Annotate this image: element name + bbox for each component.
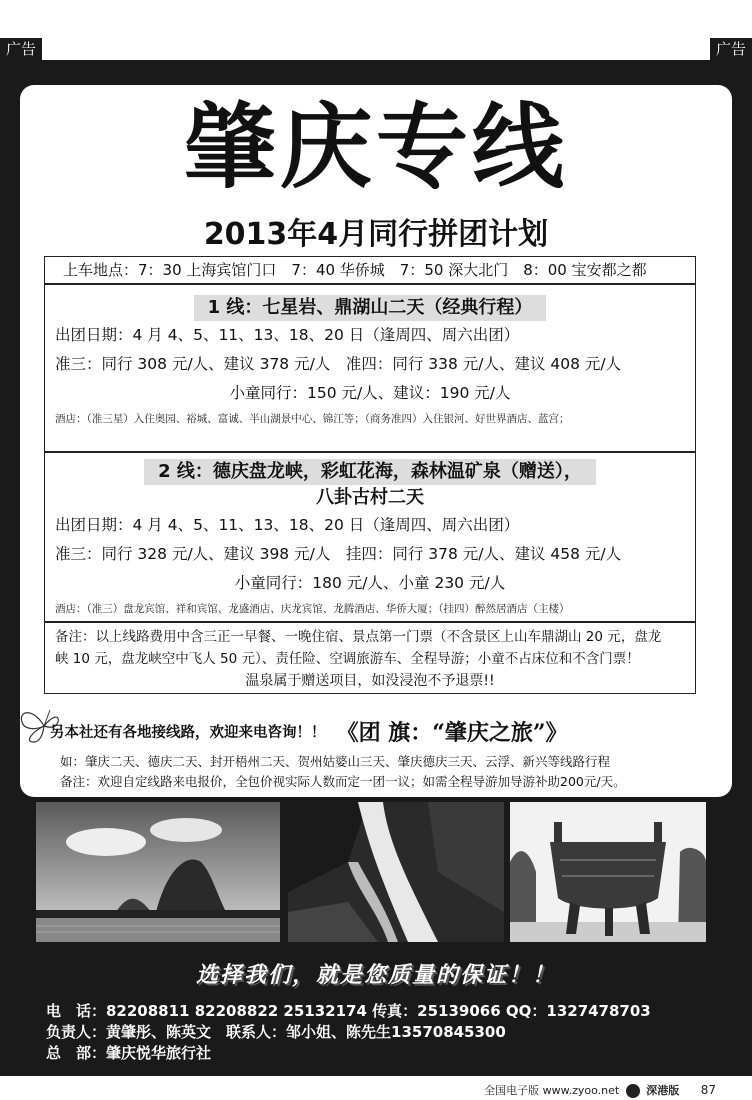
footer-brand: 深港版 — [646, 1084, 680, 1097]
ad-tag-left: 广告 — [0, 38, 42, 60]
route-1-box — [44, 284, 696, 452]
route-2-heading-cont: 八卦古村二天 — [316, 487, 424, 508]
photo-bronze-cauldron — [510, 802, 706, 942]
promo-line — [50, 716, 568, 747]
boarding-info: 上车地点：7：30 上海宾馆门口 7：40 华侨城 7：50 深大北门 8：00 宝安都之都 — [44, 256, 696, 284]
route-1-heading: 1 线：七星岩、鼎湖山二天（经典行程） — [194, 295, 547, 321]
route-2-child-price: 小童同行：180 元/人、小童 230 元/人 — [234, 574, 506, 592]
route-1-dates: 出团日期：4 月 4、5、11、13、18、20 日（逢周四、周六出团） — [55, 326, 520, 344]
contact-people: 负责人：黄肇彤、陈英文 联系人：邹小姐、陈先生13570845300 — [46, 1023, 506, 1041]
contact-phone: 电 话：82208811 82208822 25132174 传真：25139066 QQ：1327478703 — [46, 1002, 651, 1020]
photo-seven-star-crags — [36, 802, 280, 942]
route-2-heading: 2 线：德庆盘龙峡，彩虹花海，森林温矿泉（赠送）， — [144, 459, 596, 485]
slogan: 选择我们，就是您质量的保证！！ — [195, 963, 556, 988]
route-2-box — [44, 452, 696, 622]
route-2-prices: 准三：同行 328 元/人、建议 398 元/人 挂四：同行 378 元/人、建议 458 元/人 — [55, 545, 622, 563]
notes-line-3: 温泉属于赠送项目，如没浸泡不予退票!! — [245, 673, 495, 689]
page-number: 87 — [700, 1083, 716, 1097]
extra-routes: 如：肇庆二天、德庆二天、封开梧州二天、贺州姑婆山三天、肇庆德庆三天、云浮、新兴等线路行程 — [60, 754, 611, 769]
notes-box — [44, 622, 696, 694]
contact-headquarters: 总 部：肇庆悦华旅行社 — [46, 1044, 212, 1062]
extra-note: 备注：欢迎自定线路来电报价，全包价视实际人数而定一团一议；如需全程导游加导游补助200元/天。 — [60, 774, 626, 789]
brand-logo-icon — [626, 1084, 640, 1098]
footer-edition: 全国电子版 www.zyoo.net — [484, 1084, 620, 1097]
page-title: 肇庆专线 — [183, 93, 568, 201]
notes-line-1: 备注：以上线路费用中含三正一早餐、一晚住宿、景点第一门票（不含景区上山车鼎湖山 20 元，盘龙 — [55, 629, 662, 645]
route-1-hotel: 酒店：（准三星）入住奥园、裕城、富诚、半山湖景中心、锦江等；（商务准四）入住银河、好世界酒店、蓝宫； — [55, 413, 570, 425]
route-2-hotel: 酒店：（准三）盘龙宾馆、祥和宾馆、龙盛酒店、庆龙宾馆、龙腾酒店、华侨大厦；（挂四）醉然居酒店（主楼） — [55, 603, 570, 615]
photo-waterfall — [288, 802, 504, 942]
promo-flag: 《团 旗：“肇庆之旅”》 — [336, 720, 568, 746]
route-1-child-price: 小童同行：150 元/人、建议：190 元/人 — [229, 384, 511, 402]
ad-tag-right: 广告 — [710, 38, 752, 60]
route-2-dates: 出团日期：4 月 4、5、11、13、18、20 日（逢周四、周六出团） — [55, 516, 520, 534]
promo-text: 另本社还有各地接线路，欢迎来电咨询！！ — [50, 725, 326, 741]
page-footer — [484, 1082, 716, 1099]
route-1-prices: 准三：同行 308 元/人、建议 378 元/人 准四：同行 338 元/人、建议 408 元/人 — [55, 355, 622, 373]
page-subtitle: 2013年4月同行拼团计划 — [203, 217, 549, 252]
notes-line-2: 峡 10 元，盘龙峡空中飞人 50 元）、责任险、空调旅游车、全程导游；小童不占床位和不含门票！ — [55, 651, 640, 667]
